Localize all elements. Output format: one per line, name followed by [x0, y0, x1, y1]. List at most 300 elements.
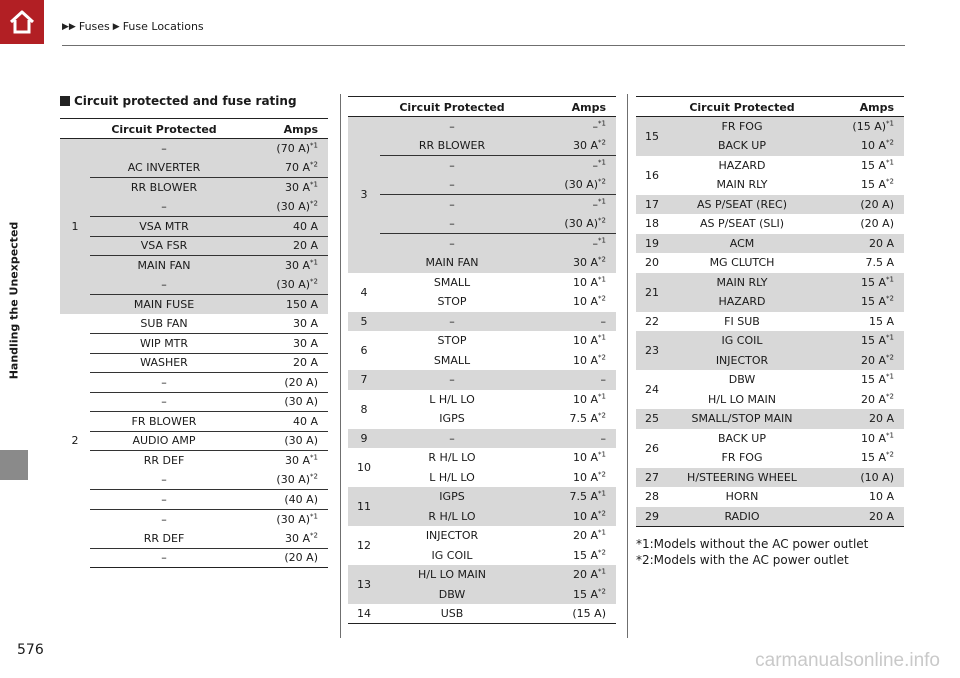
- header-rule: [62, 45, 905, 46]
- amps-cell: [524, 175, 616, 195]
- footnote-marker: *1: [310, 453, 318, 462]
- circuit-cell: WASHER: [90, 353, 238, 373]
- footnote-marker: *2: [886, 177, 894, 186]
- amps-value: (30 A): [276, 473, 311, 486]
- circuit-cell: –: [380, 195, 524, 215]
- amps-value: 30 A: [292, 336, 318, 350]
- fuse-row: [60, 314, 328, 334]
- footnote-marker: *2: [310, 472, 318, 481]
- amps-value: (15 A): [852, 120, 887, 133]
- fuse-row: [348, 253, 616, 273]
- fuse-number: 26: [645, 441, 659, 455]
- amps-cell: [816, 195, 904, 215]
- footnote-marker: *2: [886, 353, 894, 362]
- breadcrumb-fuses[interactable]: Fuses: [78, 20, 110, 33]
- circuit-cell: MAIN FAN: [380, 253, 524, 273]
- circuit-cell: –: [90, 548, 238, 568]
- header-circuit: Circuit Protected: [111, 123, 217, 136]
- amps-value: –: [592, 120, 599, 133]
- circuit-cell: L H/L LO: [429, 392, 475, 406]
- amps-cell: [238, 353, 328, 373]
- breadcrumb-fuse-locations[interactable]: Fuse Locations: [122, 20, 204, 33]
- amps-cell: [816, 156, 904, 176]
- home-button[interactable]: [0, 0, 44, 44]
- circuit-cell: R H/L LO: [380, 507, 524, 527]
- fuse-row: [636, 409, 904, 429]
- header-amps: Amps: [859, 101, 894, 114]
- amps-value: –: [600, 373, 606, 387]
- footnote-marker: *2: [598, 353, 606, 362]
- circuit-cell: DBW: [728, 373, 756, 387]
- circuit-cell: VSA MTR: [90, 217, 238, 237]
- circuit-cell: –: [380, 156, 524, 176]
- arrow-icon: ▶: [112, 21, 120, 32]
- fuse-number: 29: [636, 507, 668, 527]
- fuse-number: 27: [636, 468, 668, 488]
- fuse-number: 7: [348, 370, 380, 390]
- fuse-row: [348, 526, 616, 546]
- circuit-cell: –: [90, 490, 238, 510]
- fuse-number: 13: [348, 565, 380, 604]
- amps-value: 20 A: [292, 239, 318, 253]
- circuit-cell: MAIN FAN: [90, 256, 238, 276]
- amps-cell: [816, 312, 904, 332]
- amps-cell: [238, 158, 328, 178]
- amps-value: (20 A): [284, 375, 318, 389]
- fuse-number: 16: [645, 168, 659, 182]
- fuse-row: [636, 468, 904, 488]
- header-amps: Amps: [571, 101, 606, 114]
- fuse-row: [348, 468, 616, 488]
- fuse-row: [636, 331, 904, 351]
- fuse-row: [60, 451, 328, 471]
- fuse-row: [636, 117, 904, 137]
- amps-value: (20 A): [860, 217, 894, 231]
- amps-cell: [238, 392, 328, 412]
- amps-cell: [238, 373, 328, 393]
- fuse-row: [348, 351, 616, 371]
- amps-cell: [816, 117, 904, 137]
- amps-value: (30 A): [276, 200, 311, 213]
- amps-value: 20 A: [861, 392, 887, 406]
- fuse-number: 6: [360, 344, 368, 357]
- page-number: 576: [17, 642, 44, 658]
- circuit-cell: –: [380, 429, 524, 449]
- fuse-row: [348, 507, 616, 527]
- fuse-row: [348, 312, 616, 332]
- fuse-number: 21: [636, 273, 668, 312]
- amps-value: 10 A: [573, 295, 599, 309]
- fuse-number: 17: [636, 195, 668, 215]
- fuse-number: 15: [636, 117, 668, 156]
- amps-cell: [524, 351, 616, 371]
- circuit-cell: FR FOG: [721, 451, 763, 465]
- circuit-cell: INJECTOR: [668, 351, 816, 371]
- circuit-cell: FR BLOWER: [90, 412, 238, 432]
- amps-cell: [816, 429, 904, 449]
- amps-value: 20 A: [573, 568, 599, 582]
- fuse-number: 22: [645, 314, 659, 328]
- fuse-number: 20: [645, 256, 659, 270]
- amps-value: 20 A: [868, 236, 894, 250]
- header-num: [348, 97, 380, 117]
- circuit-cell: IG COIL: [431, 548, 473, 562]
- amps-cell: [816, 234, 904, 254]
- amps-value: 15 A: [861, 158, 887, 172]
- amps-cell: [524, 487, 616, 507]
- amps-value: (30 A): [276, 278, 311, 291]
- footnote-marker: *1: [598, 275, 606, 284]
- amps-value: 10 A: [573, 392, 599, 406]
- fuse-table-3: [636, 96, 904, 527]
- footnote-marker: *1: [598, 197, 606, 206]
- fuse-row: [348, 409, 616, 429]
- circuit-cell: –: [380, 234, 524, 254]
- fuse-row: [348, 429, 616, 449]
- circuit-cell: FR FOG: [668, 117, 816, 137]
- fuse-number: 14: [348, 604, 380, 624]
- amps-cell: [816, 292, 904, 312]
- amps-cell: [524, 468, 616, 488]
- amps-cell: [238, 431, 328, 451]
- footnote-marker: *2: [886, 392, 894, 401]
- footnote-marker: *1: [598, 528, 606, 537]
- fuse-row: [60, 412, 328, 432]
- circuit-cell: AS P/SEAT (REC): [668, 195, 816, 215]
- amps-cell: [524, 429, 616, 449]
- circuit-cell: IGPS: [380, 487, 524, 507]
- circuit-cell: HORN: [725, 490, 759, 504]
- amps-cell: [238, 451, 328, 471]
- footnote-marker: *1: [310, 141, 318, 150]
- amps-value: –: [592, 198, 599, 211]
- circuit-cell: MAIN RLY: [716, 178, 768, 192]
- amps-cell: [238, 295, 328, 315]
- circuit-cell: USB: [380, 604, 524, 624]
- amps-value: 10 A: [868, 490, 894, 504]
- fuse-row: [60, 431, 328, 451]
- footnote-marker: *2: [598, 470, 606, 479]
- amps-value: 20 A: [573, 529, 599, 543]
- circuit-cell: RR BLOWER: [380, 136, 524, 156]
- fuse-row: [348, 487, 616, 507]
- fuse-row: [636, 487, 904, 507]
- footnote-marker: *2: [598, 548, 606, 557]
- fuse-row: [60, 548, 328, 568]
- amps-value: 7.5 A: [569, 490, 599, 504]
- circuit-cell: AC INVERTER: [90, 158, 238, 178]
- amps-value: 15 A: [861, 373, 887, 387]
- header-num: [636, 97, 668, 117]
- amps-value: 30 A: [285, 181, 311, 194]
- fuse-row: [60, 392, 328, 412]
- footnote-marker: *2: [886, 450, 894, 459]
- circuit-cell: BACK UP: [668, 136, 816, 156]
- footnote-marker: *1: [598, 392, 606, 401]
- fuse-number: 10: [357, 461, 371, 474]
- amps-cell: [524, 253, 616, 273]
- fuse-row: [60, 197, 328, 217]
- circuit-cell: SUB FAN: [140, 317, 188, 330]
- fuse-row: [348, 234, 616, 254]
- amps-value: 10 A: [573, 470, 599, 484]
- amps-value: (30 A): [564, 217, 599, 230]
- amps-cell: [238, 334, 328, 354]
- amps-cell: [238, 275, 328, 295]
- circuit-cell: HAZARD: [668, 292, 816, 312]
- amps-cell: [524, 526, 616, 546]
- circuit-cell: RR DEF: [90, 451, 238, 471]
- amps-value: 15 A: [861, 334, 887, 348]
- fuse-number: 12: [357, 539, 371, 552]
- footnote-marker: *1: [886, 431, 894, 440]
- circuit-cell: MG CLUTCH: [709, 256, 775, 270]
- fuse-row: [636, 273, 904, 293]
- circuit-cell: –: [380, 312, 524, 332]
- amps-cell: [238, 197, 328, 217]
- fuse-number: 9: [348, 429, 380, 449]
- amps-value: –: [600, 314, 606, 328]
- amps-value: 40 A: [292, 414, 318, 428]
- fuse-row: [636, 175, 904, 195]
- footnote-marker: *1: [598, 158, 606, 167]
- footnote-marker: *2: [598, 294, 606, 303]
- fuse-row: [348, 565, 616, 585]
- amps-value: 15 A: [573, 548, 599, 562]
- amps-value: –: [592, 159, 599, 172]
- chapter-tab[interactable]: [0, 450, 28, 480]
- circuit-cell: –: [380, 214, 524, 234]
- amps-value: 70 A: [285, 161, 311, 174]
- amps-value: 30 A: [292, 317, 318, 330]
- amps-cell: [816, 507, 904, 527]
- amps-value: 7.5 A: [865, 256, 894, 270]
- fuse-row: [348, 448, 616, 468]
- amps-value: (30 A): [284, 434, 318, 448]
- circuit-cell: MAIN FUSE: [90, 295, 238, 315]
- fuse-row: [348, 175, 616, 195]
- amps-cell: [238, 548, 328, 568]
- amps-value: –: [600, 431, 606, 445]
- fuse-row: [60, 275, 328, 295]
- amps-value: 20 A: [868, 412, 894, 426]
- fuse-row: [348, 331, 616, 351]
- footnote-marker: *2: [598, 216, 606, 225]
- fuse-row: [348, 585, 616, 605]
- amps-cell: [524, 117, 616, 137]
- fuse-row: [60, 217, 328, 237]
- fuse-row: [60, 236, 328, 256]
- amps-value: (70 A): [276, 142, 311, 155]
- amps-value: (20 A): [860, 197, 894, 211]
- fuse-row: [348, 273, 616, 293]
- fuse-row: [636, 429, 904, 449]
- fuse-number: 11: [348, 487, 380, 526]
- fuse-row: [636, 351, 904, 371]
- circuit-cell: SMALL/STOP MAIN: [668, 409, 816, 429]
- amps-value: (30 A): [276, 512, 311, 526]
- double-arrow-icon: ▶▶: [62, 21, 76, 32]
- fuse-row: [636, 507, 904, 527]
- footnote-marker: *1: [598, 450, 606, 459]
- fuse-number: 4: [360, 285, 368, 299]
- circuit-cell: HAZARD: [718, 158, 766, 172]
- fuse-number: 2: [71, 434, 79, 448]
- amps-cell: [524, 312, 616, 332]
- fuse-row: [60, 178, 328, 198]
- fuse-row: [348, 136, 616, 156]
- circuit-cell: –: [380, 370, 524, 390]
- amps-value: 15 A: [868, 314, 894, 328]
- fuse-number: 5: [348, 312, 380, 332]
- amps-cell: [524, 390, 616, 410]
- fuse-number: 19: [636, 234, 668, 254]
- fuse-number: 28: [645, 490, 659, 504]
- fuse-row: [60, 509, 328, 529]
- circuit-cell: INJECTOR: [425, 529, 479, 543]
- fuse-number: 3: [348, 117, 380, 273]
- footnote-marker: *2: [598, 138, 606, 147]
- amps-cell: [238, 509, 328, 529]
- amps-cell: [816, 370, 904, 390]
- circuit-cell: –: [90, 275, 238, 295]
- amps-cell: [816, 351, 904, 371]
- circuit-cell: STOP: [437, 295, 467, 309]
- circuit-cell: –: [90, 509, 238, 529]
- amps-cell: [524, 507, 616, 527]
- amps-value: (15 A): [572, 607, 606, 620]
- footnote-marker: *1: [310, 258, 318, 267]
- fuse-number: 18: [645, 217, 659, 231]
- footnote-marker: *1: [598, 333, 606, 342]
- header-amps: Amps: [283, 123, 318, 136]
- footnote-marker: *2: [598, 587, 606, 596]
- amps-cell: [524, 195, 616, 215]
- column-divider: [627, 94, 628, 638]
- amps-cell: [816, 487, 904, 507]
- circuit-cell: –: [161, 473, 167, 486]
- fuse-row: [636, 234, 904, 254]
- amps-value: 30 A: [285, 531, 311, 545]
- header-num: [60, 119, 90, 139]
- fuse-row: [60, 529, 328, 549]
- footnote-marker: *2: [310, 277, 318, 286]
- amps-cell: [238, 529, 328, 549]
- amps-cell: [524, 214, 616, 234]
- fuse-row: [60, 490, 328, 510]
- amps-value: 15 A: [861, 178, 887, 192]
- circuit-cell: SMALL: [433, 353, 471, 367]
- footnote-marker: *2: [886, 138, 894, 147]
- footnote-marker: *1: [886, 372, 894, 381]
- fuse-row: [348, 604, 616, 624]
- amps-value: 7.5 A: [569, 412, 599, 426]
- footnote-marker: *2: [886, 294, 894, 303]
- fuse-number: 8: [360, 402, 368, 416]
- circuit-cell: –: [380, 175, 524, 195]
- fuse-table-1: [60, 118, 328, 568]
- fuse-row: [60, 158, 328, 178]
- amps-cell: [524, 409, 616, 429]
- footnote-marker: *1: [886, 333, 894, 342]
- fuse-row: [60, 334, 328, 354]
- footnote-marker: *2: [598, 177, 606, 186]
- amps-value: 10 A: [573, 275, 599, 289]
- circuit-cell: STOP: [437, 334, 467, 348]
- fuse-row: [348, 292, 616, 312]
- footnote-marker: *1: [598, 567, 606, 576]
- watermark: carmanualsonline.info: [755, 650, 940, 671]
- fuse-row: [636, 390, 904, 410]
- amps-cell: [524, 331, 616, 351]
- circuit-cell: VSA FSR: [90, 236, 238, 256]
- circuit-cell: MAIN RLY: [668, 273, 816, 293]
- footnote-marker: *1: [886, 275, 894, 284]
- fuse-row: [60, 470, 328, 490]
- footnote-marker: *2: [310, 530, 318, 539]
- amps-value: 40 A: [292, 219, 318, 233]
- amps-cell: [816, 214, 904, 234]
- amps-value: (30 A): [284, 395, 318, 409]
- amps-cell: [524, 136, 616, 156]
- fuse-row: [636, 370, 904, 390]
- circuit-cell: BACK UP: [718, 431, 766, 445]
- fuse-table-2: [348, 96, 616, 624]
- amps-value: 20 A: [868, 509, 894, 523]
- fuse-row: [636, 214, 904, 234]
- footnote-marker: *1: [598, 119, 606, 128]
- fuse-row: [636, 292, 904, 312]
- amps-cell: [524, 370, 616, 390]
- amps-cell: [524, 273, 616, 293]
- fuse-row: [60, 295, 328, 315]
- amps-cell: [816, 468, 904, 488]
- circuit-cell: IGPS: [439, 412, 465, 426]
- fuse-row: [60, 256, 328, 276]
- amps-value: 150 A: [285, 298, 318, 311]
- side-chapter-label: Handling the Unexpected: [7, 221, 21, 379]
- fuse-row: [636, 448, 904, 468]
- header-circuit: Circuit Protected: [399, 101, 505, 114]
- circuit-cell: –: [90, 139, 238, 159]
- fuse-number: 25: [636, 409, 668, 429]
- fuse-row: [636, 253, 904, 273]
- fuse-row: [60, 353, 328, 373]
- amps-cell: [238, 256, 328, 276]
- circuit-cell: WIP MTR: [90, 334, 238, 354]
- circuit-cell: FI SUB: [724, 314, 760, 328]
- circuit-cell: DBW: [380, 585, 524, 605]
- circuit-cell: L H/L LO: [429, 470, 475, 484]
- footnote-marker: *1: [886, 158, 894, 167]
- footnote-marker: *1: [886, 119, 894, 128]
- footnote-marker: *2: [310, 160, 318, 169]
- fuse-row: [636, 312, 904, 332]
- amps-cell: [524, 565, 616, 585]
- amps-value: –: [592, 237, 599, 250]
- amps-value: (30 A): [564, 178, 599, 191]
- section-title: Circuit protected and fuse rating: [60, 94, 297, 108]
- amps-value: 20 A: [292, 356, 318, 370]
- circuit-cell: –: [90, 373, 238, 393]
- amps-cell: [238, 178, 328, 198]
- amps-value: (10 A): [860, 470, 894, 484]
- amps-value: 30 A: [285, 454, 311, 467]
- amps-value: 10 A: [573, 353, 599, 367]
- amps-cell: [238, 236, 328, 256]
- fuse-number: 24: [645, 383, 659, 396]
- fuse-row: [60, 373, 328, 393]
